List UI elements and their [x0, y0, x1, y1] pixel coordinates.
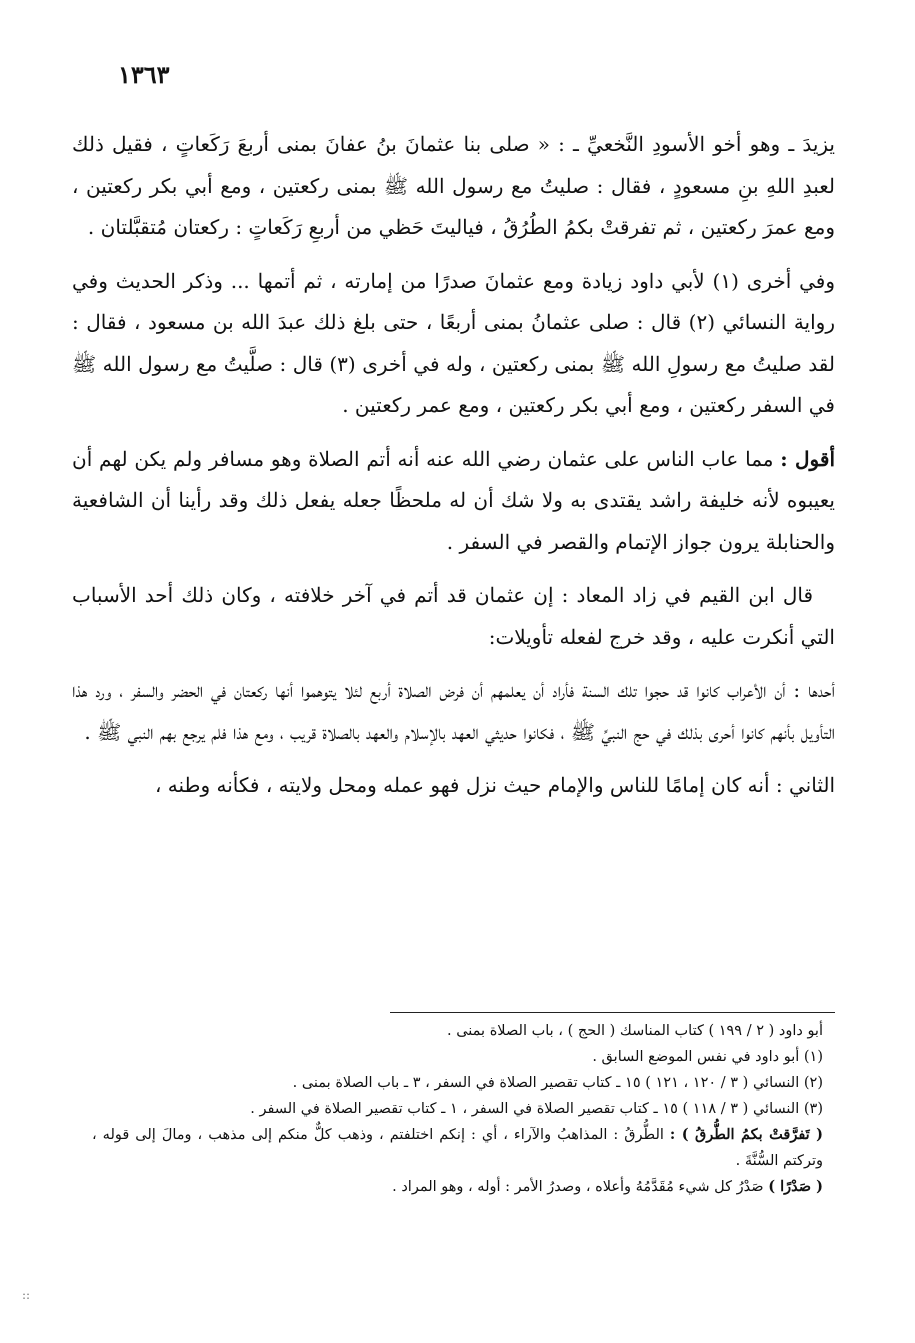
gloss-text: صَدْرُ كل شيء مُقَدَّمُهُ وأعلاه ، وصدرُ الأمر : أوله ، وهو المراد .	[392, 1179, 769, 1195]
footnote-2: (٢) النسائي ( ٣ / ١٢٠ ، ١٢١ ) ١٥ ـ كتاب تقصير الصلاة في السفر ، ٣ ـ باب الصلاة بمنى .	[292, 1075, 823, 1091]
scan-corner-mark: ::	[22, 1288, 31, 1302]
footnote-source: أبو داود ( ٢ / ١٩٩ ) كتاب المناسك ( الحج ) ، باب الصلاة بمنى .	[447, 1023, 823, 1039]
commentary-lead: أقول :	[780, 446, 836, 471]
gloss-term: ( تَفرَّقتْ بكمُ الطُّرقُ ) :	[669, 1126, 823, 1143]
gloss-text: الطُّرقُ : المذاهبُ والآراء ، أي : إنكم اختلفتم ، وذهب كلٌّ منكم إلى مذهب ، ومالَ إلى قوله ، وتركتم السُّنَّةَ .	[92, 1127, 823, 1169]
paragraph-commentary	[72, 439, 835, 564]
page-number: ١٣٦٣	[118, 60, 170, 89]
footnote-1: (١) أبو داود في نفس الموضع السابق .	[592, 1049, 823, 1065]
main-text	[72, 124, 835, 819]
gloss-term: ( صَدْرًا )	[768, 1178, 823, 1195]
commentary-text: مما عاب الناس على عثمان رضي الله عنه أنه أتم الصلاة وهو مسافر ولم يكن لهم أن يعيبوه لأنه خليفة راشد يقتدى به ولا شك أن له ملحظًا جعله يفعل ذلك وقد رأينا أن الشافعية والحنابلة يرون جواز الإتمام والقصر في السفر .	[72, 446, 835, 554]
gloss-turuq	[92, 1122, 823, 1174]
footnotes	[92, 1018, 823, 1200]
footnote-3: (٣) النسائي ( ٣ / ١١٨ ) ١٥ ـ كتاب تقصير الصلاة في السفر ، ١ ـ كتاب تقصير الصلاة في السفر .	[250, 1101, 823, 1117]
paragraph-other-narrations: وفي أخرى (١) لأبي داود زيادة ومع عثمانَ صدرًا من إمارته ، ثم أتمها ... وذكر الحديث وفي رواية النسائي (٢) قال : صلى عثمانُ بمنى أربعًا ، حتى بلغ ذلك عبدَ الله بن مسعود ، فقال : لقد صليتُ مع رسولِ الله ﷺ بمنى ركعتين ، وله في أخرى (٣) قال : صلَّيتُ مع رسول الله ﷺ في السفر ركعتين ، ومع أبي بكر ركعتين ، ومع عمر ركعتين .	[72, 268, 836, 417]
footnote-divider	[390, 1012, 835, 1013]
paragraph-first-interpretation: أحدها : أن الأعراب كانوا قد حجوا تلك السنة فأراد أن يعلمهم أن فرض الصلاة أربع لئلا يتوهموا أنها ركعتان في الحضر والسفر ، ورد هذا التأويل بأنهم كانوا أحرى بذلك في حج النبيِّ ﷺ ، فكانوا حديثي العهد بالإسلام والعهد بالصلاة قريب ، ومع هذا فلم يرجع بهم النبي ﷺ .	[72, 678, 835, 744]
paragraph-hadith-continuation: يزيدَ ـ وهو أخو الأسودِ النَّخعيِّ ـ : « صلى بنا عثمانَ بنُ عفانَ بمنى أربعَ رَكَعاتٍ ، فقيل ذلك لعبدِ اللهِ بنِ مسعودٍ ، فقال : صليتُ مع رسول الله ﷺ بمنى ركعتين ، ومع أبي بكر ركعتين ، ومع عمرَ ركعتين ، ثم تفرقتْ بكمُ الطُرُقُ ، فياليتَ حَظي من أربعِ رَكَعاتٍ : ركعتان مُتقبَّلتان .	[72, 132, 835, 239]
paragraph-second-interpretation: الثاني : أنه كان إمامًا للناس والإمام حيث نزل فهو عمله ومحل ولايته ، فكأنه وطنه ،	[154, 773, 835, 797]
paragraph-ibn-qayyim: قال ابن القيم في زاد المعاد : إن عثمان قد أتم في آخر خلافته ، وكان ذلك أحد الأسباب التي أنكرت عليه ، وقد خرج لفعله تأويلات:	[72, 583, 835, 649]
gloss-sadran	[92, 1174, 823, 1200]
